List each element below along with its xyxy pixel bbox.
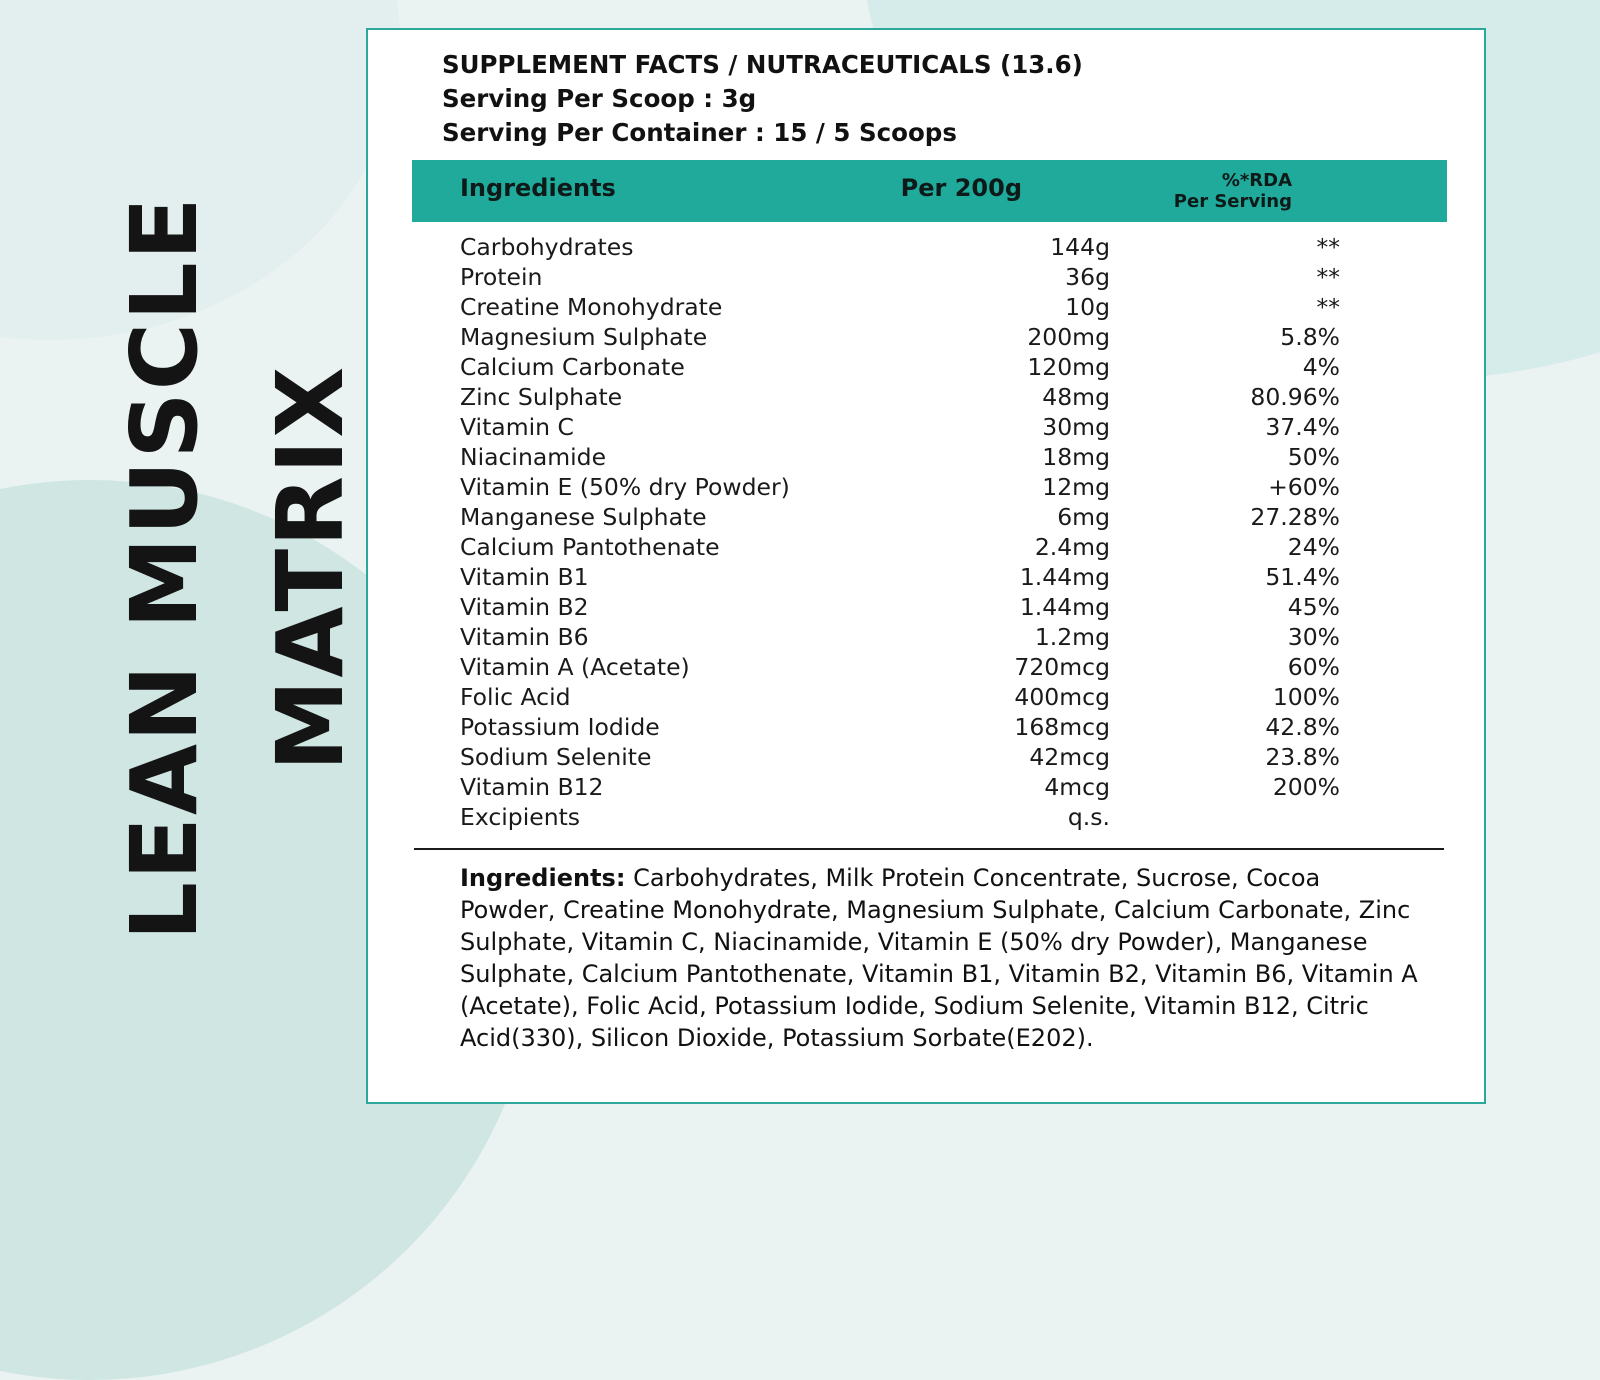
ingredient-amount: 1.44mg bbox=[1019, 593, 1110, 621]
table-row bbox=[460, 502, 1340, 532]
table-row bbox=[460, 232, 1340, 262]
ingredient-amount: 200mg bbox=[1027, 323, 1110, 351]
table-row bbox=[460, 532, 1340, 562]
ingredient-name: Niacinamide bbox=[460, 443, 607, 471]
ingredient-rda: 42.8% bbox=[1265, 713, 1340, 741]
ingredient-name: Zinc Sulphate bbox=[460, 383, 623, 411]
table-row bbox=[460, 622, 1340, 652]
table-row bbox=[460, 712, 1340, 742]
ingredient-rda: 80.96% bbox=[1250, 383, 1340, 411]
product-title-line2: MATRIX bbox=[257, 364, 364, 772]
ingredient-amount: 48mg bbox=[1042, 383, 1110, 411]
ingredient-rda: 60% bbox=[1287, 653, 1340, 681]
ingredient-name: Creatine Monohydrate bbox=[460, 293, 723, 321]
ingredient-rda: ** bbox=[1316, 263, 1340, 291]
ingredient-rda: ** bbox=[1316, 293, 1340, 321]
table-row bbox=[460, 352, 1340, 382]
ingredient-name: Vitamin A (Acetate) bbox=[460, 653, 690, 681]
table-row bbox=[460, 412, 1340, 442]
ingredient-amount: 1.44mg bbox=[1019, 563, 1110, 591]
ingredients-text: Carbohydrates, Milk Protein Concentrate, Sucrose, Cocoa Powder, Creatine Monohydrate, Magnesium Sulphate, Calcium Carbonate, Zinc Sulphate, Vitamin C, Niacinamide, Vitamin E (50% dry Powder), Manganese Sulphate, Calcium Pantothenate, Vitamin B1, Vitamin B2, Vitamin B6, Vitamin A (Acetate), Folic Acid, Potassium Iodide, Sodium Selenite, Vitamin B12, Citric Acid(330), Silicon Dioxide, Potassium Sorbate(E202). bbox=[460, 864, 1418, 1052]
ingredient-name: Vitamin B2 bbox=[460, 593, 589, 621]
ingredient-name: Carbohydrates bbox=[460, 233, 634, 261]
ingredient-name: Potassium Iodide bbox=[460, 713, 660, 741]
ingredient-name: Vitamin B12 bbox=[460, 773, 604, 801]
ingredient-name: Vitamin E (50% dry Powder) bbox=[460, 473, 790, 501]
table-row bbox=[460, 592, 1340, 622]
divider bbox=[414, 848, 1444, 850]
ingredient-rda: 100% bbox=[1272, 683, 1340, 711]
ingredient-amount: 1.2mg bbox=[1034, 623, 1110, 651]
facts-title: SUPPLEMENT FACTS / NUTRACEUTICALS (13.6) bbox=[442, 50, 1083, 79]
ingredient-name: Vitamin B6 bbox=[460, 623, 589, 651]
ingredient-amount: 168mcg bbox=[1014, 713, 1110, 741]
table-row bbox=[460, 562, 1340, 592]
ingredient-name: Protein bbox=[460, 263, 543, 291]
ingredient-name: Calcium Pantothenate bbox=[460, 533, 720, 561]
ingredient-amount: 120mg bbox=[1027, 353, 1110, 381]
ingredient-rda: 200% bbox=[1272, 773, 1340, 801]
ingredients-list bbox=[460, 862, 1420, 1054]
table-row bbox=[460, 292, 1340, 322]
table-row bbox=[460, 472, 1340, 502]
ingredient-rda: 45% bbox=[1287, 593, 1340, 621]
ingredient-amount: q.s. bbox=[1067, 803, 1110, 831]
ingredient-name: Sodium Selenite bbox=[460, 743, 652, 771]
ingredient-rda: +60% bbox=[1268, 473, 1340, 501]
ingredient-rda: 5.8% bbox=[1280, 323, 1340, 351]
ingredient-amount: 18mg bbox=[1042, 443, 1110, 471]
ingredients-label: Ingredients: bbox=[460, 864, 626, 892]
facts-header bbox=[442, 48, 1083, 150]
ingredient-rda: 51.4% bbox=[1265, 563, 1340, 591]
ingredient-amount: 400mcg bbox=[1014, 683, 1110, 711]
column-rda bbox=[1152, 170, 1292, 212]
ingredient-name: Magnesium Sulphate bbox=[460, 323, 708, 351]
ingredient-amount: 36g bbox=[1065, 263, 1110, 291]
table-row bbox=[460, 682, 1340, 712]
ingredient-name: Manganese Sulphate bbox=[460, 503, 707, 531]
table-header bbox=[412, 160, 1447, 222]
ingredient-amount: 12mg bbox=[1042, 473, 1110, 501]
ingredient-rda: 4% bbox=[1302, 353, 1340, 381]
product-title bbox=[111, 195, 364, 941]
ingredient-name: Excipients bbox=[460, 803, 581, 831]
column-rda-line1: %*RDA bbox=[1221, 170, 1292, 191]
ingredient-rda: 37.4% bbox=[1265, 413, 1340, 441]
column-rda-line2: Per Serving bbox=[1173, 191, 1292, 212]
ingredient-amount: 720mcg bbox=[1014, 653, 1110, 681]
ingredient-name: Folic Acid bbox=[460, 683, 571, 711]
ingredient-rda: 23.8% bbox=[1265, 743, 1340, 771]
table-row bbox=[460, 382, 1340, 412]
ingredient-amount: 42mcg bbox=[1029, 743, 1110, 771]
ingredient-name: Vitamin B1 bbox=[460, 563, 589, 591]
ingredient-rda: 30% bbox=[1287, 623, 1340, 651]
table-row bbox=[460, 802, 1290, 832]
serving-per-scoop: Serving Per Scoop : 3g bbox=[442, 84, 757, 113]
table-row bbox=[460, 262, 1340, 292]
facts-table-body bbox=[460, 232, 1340, 832]
ingredient-name: Calcium Carbonate bbox=[460, 353, 685, 381]
ingredient-rda: 27.28% bbox=[1250, 503, 1340, 531]
product-title-line1: LEAN MUSCLE bbox=[111, 195, 218, 941]
ingredient-amount: 144g bbox=[1050, 233, 1110, 261]
ingredient-amount: 30mg bbox=[1042, 413, 1110, 441]
table-row bbox=[460, 322, 1340, 352]
ingredient-amount: 10g bbox=[1065, 293, 1110, 321]
table-row bbox=[460, 772, 1340, 802]
column-per-200g: Per 200g bbox=[900, 174, 1022, 202]
ingredient-amount: 4mcg bbox=[1044, 773, 1110, 801]
ingredient-amount: 6mg bbox=[1057, 503, 1110, 531]
ingredient-rda: ** bbox=[1316, 233, 1340, 261]
supplement-facts-panel bbox=[366, 28, 1486, 1104]
ingredient-rda: 24% bbox=[1287, 533, 1340, 561]
ingredient-name: Vitamin C bbox=[460, 413, 574, 441]
serving-per-container: Serving Per Container : 15 / 5 Scoops bbox=[442, 118, 957, 147]
column-ingredients: Ingredients bbox=[460, 174, 616, 202]
table-row bbox=[460, 442, 1340, 472]
ingredient-rda: 50% bbox=[1287, 443, 1340, 471]
ingredient-amount: 2.4mg bbox=[1034, 533, 1110, 561]
table-row bbox=[460, 742, 1340, 772]
table-row bbox=[460, 652, 1340, 682]
